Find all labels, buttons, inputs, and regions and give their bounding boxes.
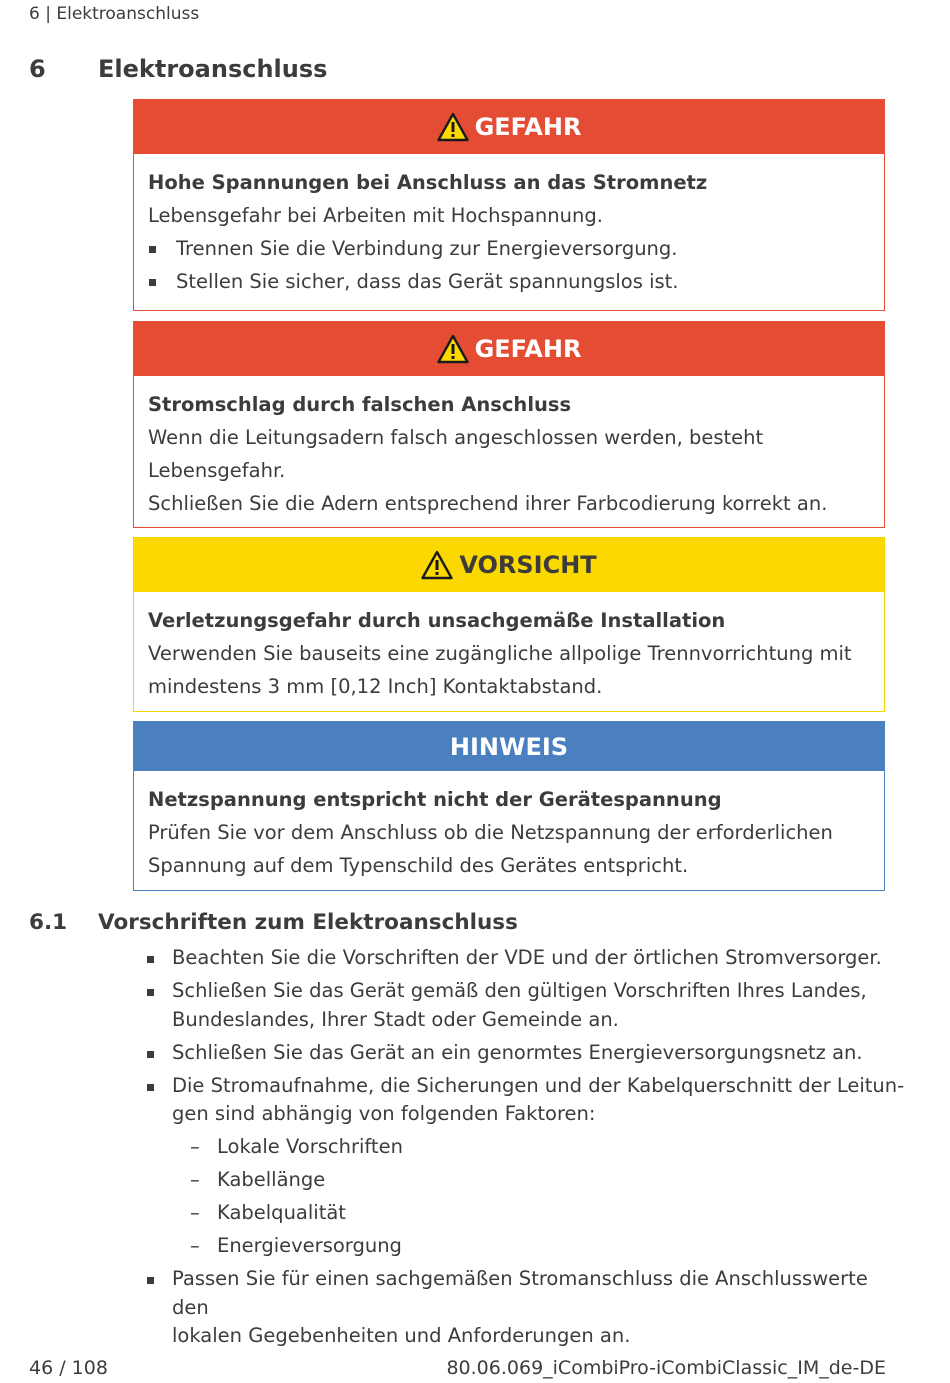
- list-item: Beachten Sie die Vorschriften der VDE und der örtlichen Stromversorger.: [145, 944, 905, 973]
- danger-header: [134, 100, 884, 154]
- sub-list-item: – Lokale Vorschriften: [145, 1133, 905, 1162]
- warning-triangle-icon: [437, 334, 469, 364]
- list-item-line: Passen Sie für einen sachgemäßen Stromanschluss die Anschlusswerte den: [172, 1267, 868, 1319]
- list-item: [145, 1265, 905, 1351]
- caution-box-installation: [133, 537, 885, 712]
- list-item-line: lokalen Gegebenheiten und Anforderungen an.: [172, 1324, 631, 1347]
- list-item: [145, 1072, 905, 1129]
- notice-body: [134, 771, 884, 882]
- warning-body: [134, 154, 884, 298]
- list-item-line: Die Stromaufnahme, die Sicherungen und der Kabelquerschnitt der Leitun-: [172, 1073, 905, 1097]
- warning-lead: Hohe Spannungen bei Anschluss an das Stromnetz: [148, 171, 708, 194]
- notice-lead: Netzspannung entspricht nicht der Gerätespannung: [148, 788, 722, 811]
- chapter-number: 6: [29, 55, 46, 83]
- regulations-list: [145, 944, 905, 1355]
- section-number: 6.1: [29, 910, 68, 935]
- list-item: Schließen Sie das Gerät an ein genormtes Energieversorgungsnetz an.: [145, 1039, 905, 1068]
- list-item-line: gen sind abhängig von folgenden Faktoren:: [172, 1102, 596, 1125]
- notice-text-line: Prüfen Sie vor dem Anschluss ob die Netzspannung der erforderlichen: [148, 821, 833, 844]
- warning-bullet: Stellen Sie sicher, dass das Gerät spannungslos ist.: [148, 265, 870, 298]
- list-item-line: Schließen Sie das Gerät gemäß den gültigen Vorschriften Ihres Landes,: [172, 979, 867, 1002]
- danger-label: GEFAHR: [474, 335, 582, 363]
- document-id: 80.06.069_iCombiPro-iCombiClassic_IM_de-DE: [446, 1357, 886, 1379]
- warning-body: [134, 592, 884, 703]
- list-item-line: Bundeslandes, Ihrer Stadt oder Gemeinde an.: [172, 1007, 619, 1031]
- caution-header: [134, 538, 884, 592]
- notice-label: HINWEIS: [449, 732, 569, 761]
- danger-header: [134, 322, 884, 376]
- sub-list-item: – Kabelqualität: [145, 1199, 905, 1228]
- warning-triangle-icon: [437, 112, 469, 142]
- warning-text: Schließen Sie die Adern entsprechend ihrer Farbcodierung korrekt an.: [148, 492, 828, 515]
- warning-lead: Verletzungsgefahr durch unsachgemäße Installation: [148, 609, 726, 632]
- section-title: [29, 910, 518, 935]
- danger-box-high-voltage: [133, 99, 885, 311]
- warning-text-line: Verwenden Sie bauseits eine zugängliche allpolige Trennvorrichtung mit: [148, 642, 852, 665]
- warning-bullet: Trennen Sie die Verbindung zur Energieversorgung.: [148, 232, 870, 265]
- warning-text-line: mindestens 3 mm [0,12 Inch] Kontaktabstand.: [148, 675, 603, 698]
- warning-text: Lebensgefahr bei Arbeiten mit Hochspannung.: [148, 204, 603, 227]
- sub-list-item: – Energieversorgung: [145, 1232, 905, 1261]
- warning-text-line: Wenn die Leitungsadern falsch angeschlossen werden, besteht: [148, 426, 764, 449]
- notice-box-voltage: [133, 721, 885, 891]
- sub-list-item: – Kabellänge: [145, 1166, 905, 1195]
- page-number: 46 / 108: [29, 1357, 108, 1379]
- caution-label: VORSICHT: [459, 551, 597, 579]
- list-item: [145, 977, 905, 1034]
- notice-text-line: Spannung auf dem Typenschild des Gerätes entspricht.: [148, 854, 689, 877]
- warning-text-line: Lebensgefahr.: [148, 459, 286, 482]
- running-header: 6 | Elektroanschluss: [29, 4, 200, 24]
- notice-header: [134, 722, 884, 771]
- section-title-text: Vorschriften zum Elektroanschluss: [98, 910, 518, 935]
- chapter-title: [29, 55, 327, 83]
- warning-lead: Stromschlag durch falschen Anschluss: [148, 393, 572, 416]
- warning-triangle-icon: [421, 550, 453, 580]
- danger-label: GEFAHR: [474, 113, 582, 141]
- warning-body: [134, 376, 884, 520]
- danger-box-electric-shock: [133, 321, 885, 528]
- chapter-title-text: Elektroanschluss: [98, 55, 328, 83]
